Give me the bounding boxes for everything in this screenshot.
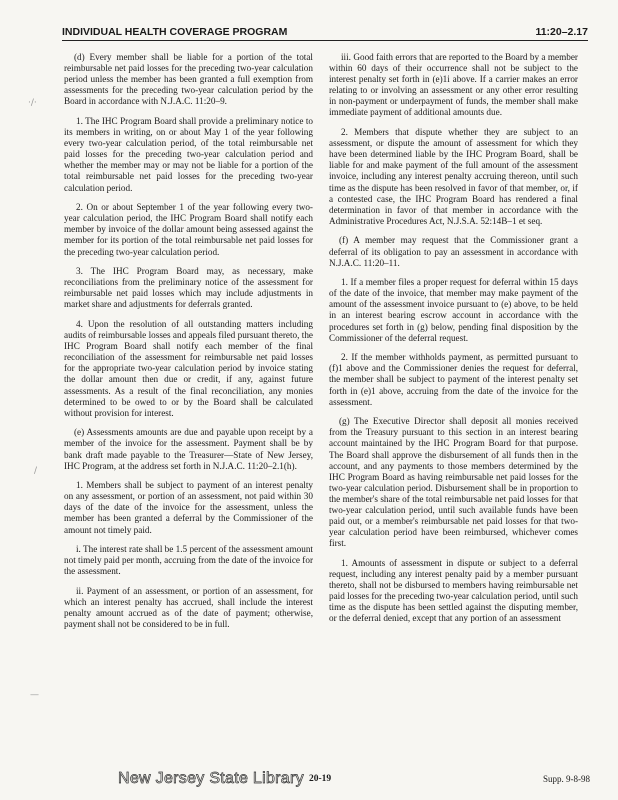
paragraph-d: (d) Every member shall be liable for a portion of the total reimbursable net paid losses for the preceding two-year calculation period unless the member has been granted a full exemption from assessments for the preceding two-year calculation period by the Board in accordance with N.J.A.C. 11:20–9. [64, 52, 313, 107]
paragraph-e1: 1. Members shall be subject to payment of an interest penalty on any assessment, or portion of an assessment, not paid within 30 days of the date of the invoice for the assessment, unless the member has been granted a deferral by the Commissioner of the amount not timely paid. [64, 480, 313, 535]
paragraph-e2: 2. Members that dispute whether they are subject to an assessment, or dispute the amount of assessment for which they have been determined liable by the IHC Program Board, shall be liable for and make payment of the full amount of the assessment invoice, including any interest penalty accruing thereon, until such time as the dispute has been resolved in favor of that member, or, if a contested case, the IHC Program Board has rendered a final determination in favor of that member in accordance with the Administrative Procedures Act, N.J.S.A. 52:14B–1 et seq. [329, 127, 578, 226]
margin-mark: ·∕· [28, 98, 37, 108]
paragraph-e1i: i. The interest rate shall be 1.5 percent of the assessment amount not timely paid per month, accruing from the date of the invoice for the assessment. [64, 544, 313, 577]
paragraph-g1: 1. Amounts of assessment in dispute or subject to a deferral request, including any interest penalty paid by a member pursuant thereto, shall not be disbursed to members having reimbursable net paid losses for the preceding two-year calculation period, until such time as the dispute has been settled against the disputing member, or the deferral denied, except that any portion of an assessment [329, 557, 579, 624]
margin-mark: — [30, 690, 39, 700]
page-number: 20-19 [309, 774, 332, 784]
paragraph-d1: 1. The IHC Program Board shall provide a preliminary notice to its members in writing, on or about May 1 of the year following every two-year calculation period, of the total reimbursable net paid losses for the preceding two-year calculation period and whether the member may or may not be liable for a portion of the total reimbursable net paid losses for the preceding two-year calculation period. [64, 115, 313, 193]
paragraph-f1: 1. If a member files a proper request for deferral within 15 days of the date of the invoice, that member may make payment of the amount of the assessment invoice pursuant to (e) above, to be held in an interest bearing escrow account in accordance with the procedures set forth in (g) below, pending final disposition by the Commissioner of the deferral request. [329, 277, 578, 343]
paragraph-f: (f) A member may request that the Commissioner grant a deferral of its obligation to pay an assessment in accordance with N.J.A.C. 11:20–11. [329, 235, 578, 268]
page-header [62, 26, 588, 38]
header-rule [62, 40, 588, 41]
paragraph-f2: 2. If the member withholds payment, as permitted pursuant to (f)1 above and the Commissioner denies the request for deferral, the member shall be subject to payment of the interest penalty set forth in (e)1 above, accruing from the date of the invoice for the assessment. [329, 352, 578, 407]
header-section: 11:20–2.17 [535, 26, 588, 38]
paragraph-g: (g) The Executive Director shall deposit all monies received from the Treasury pursuant to this section in an interest bearing account maintained by the IHC Program Board for that purpose. The Board shall approve the disbursement of all funds then in the account, and any payments to those members determined by the IHC Program Board as having reimbursable net paid losses for the two-year calculation period. Disbursement shall be in proportion to the member's share of the total reimbursable net paid losses for that two-year calculation period, until such available funds have been paid out, or a member's reimbursable net paid losses for that two-year calculation period have been reimbursed, whichever comes first. [329, 416, 578, 549]
paragraph-d4: 4. Upon the resolution of all outstanding matters including audits of reimbursable losses and appeals filed pursuant thereto, the IHC Program Board shall notify each member of the final reconciliation of the assessment for reimbursable net paid losses for the appropriate two-year calculation period by invoice stating the dollar amount then due or credit, if any, against future assessments. As a result of the final reconciliation, any monies determined to be owed to or by the Board shall be calculated without provision for interest. [64, 318, 313, 418]
library-watermark: New Jersey State Library [118, 770, 304, 787]
header-title: INDIVIDUAL HEALTH COVERAGE PROGRAM [62, 26, 288, 38]
paragraph-e: (e) Assessments amounts are due and payable upon receipt by a member of the invoice for the assessment. Payment shall be by bank draft made payable to the Treasurer—State of New Jersey, IHC Program, at the address set forth in N.J.A.C. 11:20–2.1(h). [64, 427, 313, 471]
paragraph-d2: 2. On or about September 1 of the year following every two-year calculation period, the IHC Program Board shall notify each member by invoice of the dollar amount being assessed against the member for its portion of the total reimbursable net paid losses for the preceding two-year calculation period. [64, 202, 313, 257]
supplement-date: Supp. 9-8-98 [543, 774, 590, 784]
paragraph-e1ii: ii. Payment of an assessment, or portion of an assessment, for which an interest penalty has accrued, shall include the interest penalty amount accrued as of the date of payment; otherwise, payment shall not be considered to be in full. [64, 585, 313, 630]
paragraph-d3: 3. The IHC Program Board may, as necessary, make reconciliations from the preliminary notice of the assessment for reimbursable net paid losses which may include adjustments in market share and adjustments for deferrals granted. [64, 266, 313, 310]
margin-mark: ∕ [34, 466, 38, 476]
right-column [329, 52, 578, 633]
paragraph-e1iii: iii. Good faith errors that are reported to the Board by a member within 60 days of their occurrence shall not be subject to the interest penalty set forth in (e)1i above. If a carrier makes an error relating to or involving an assessment or any other error resulting in non-payment or underpayment of funds, the member shall make immediate payment of additional amounts due. [329, 52, 578, 118]
left-column [64, 52, 313, 639]
